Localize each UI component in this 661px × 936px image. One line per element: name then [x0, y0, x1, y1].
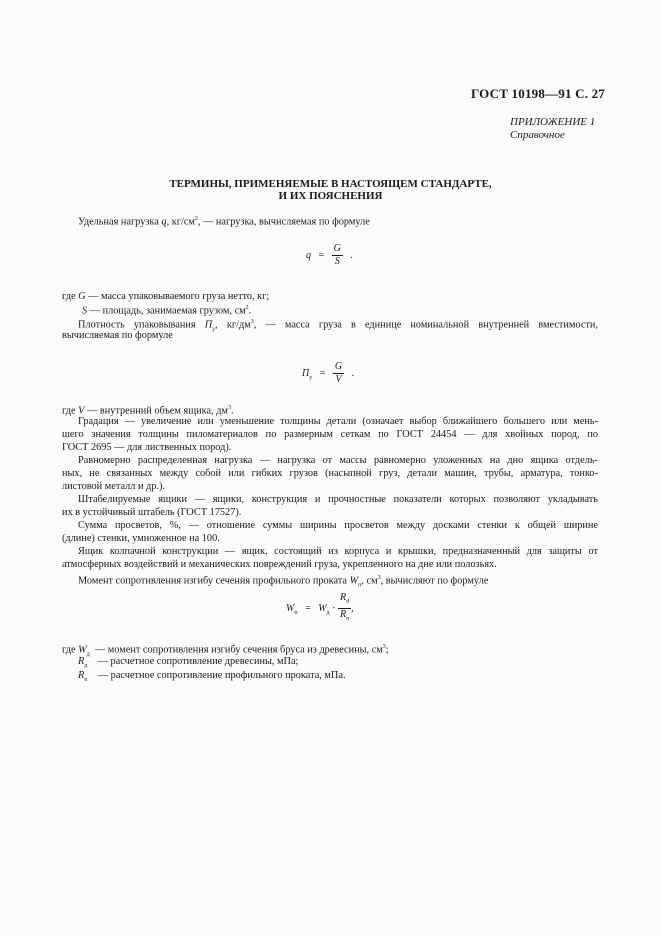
- formula-specific-load: [306, 243, 353, 268]
- superscript: 3: [377, 575, 381, 581]
- section-title-line-2: И ИХ ПОЯСНЕНИЯ: [278, 190, 383, 202]
- formula-dot: ·: [332, 602, 336, 614]
- paragraph-uniform-load-line-3: листовой металл и др.).: [62, 481, 166, 492]
- paragraph-gradation-line-3: ГОСТ 2695 — для лиственных пород).: [62, 442, 232, 453]
- paragraph-gradation-line-1: Градация — увеличение или уменьшение толщины детали (означает выбор ближайшего большего или мень-: [78, 416, 598, 427]
- formula-lhs: W: [286, 602, 295, 614]
- formula-end: ,: [351, 602, 354, 614]
- formula-equals: =: [319, 367, 326, 379]
- subscript: д: [326, 609, 330, 616]
- symbol-rp: R: [78, 670, 85, 681]
- formula-lhs: q: [306, 249, 311, 261]
- units-text: , кг/дм: [215, 319, 251, 331]
- formula-fraction: [332, 243, 343, 268]
- paragraph-uniform-load-line-2: ных, не связанных между собой или гибких грузов (насыпной груз, детали машин, трубы, арматура, тонко-: [62, 468, 598, 479]
- fraction-numerator: G: [333, 243, 341, 254]
- where-text: — площадь, занимаемая грузом, см: [89, 305, 246, 317]
- formula-end: .: [350, 249, 353, 261]
- paragraph-gradation-line-2: шего значения толщины пиломатериалов по размерным сеткам по ГОСТ 24454 — для хвойных пород, по: [62, 429, 598, 440]
- annex-label-block: [510, 116, 595, 142]
- formula-lhs: П: [302, 367, 310, 379]
- paragraph-gap-sum-line-1: Сумма просветов, %, — отношение суммы ширины просветов между досками стенки к общей ширине: [78, 520, 598, 531]
- fraction-denominator: V: [335, 374, 342, 385]
- paragraph-stackable-line-2: их в устойчивый штабель (ГОСТ 17527).: [62, 507, 242, 518]
- fraction-denominator: S: [334, 256, 340, 267]
- definition-text: , — нагрузка, вычисляемая по формуле: [197, 216, 370, 228]
- where-end: .: [248, 305, 252, 317]
- formula-end: .: [351, 367, 355, 379]
- where-text: — момент сопротивления изгибу сечения бруса из древесины, см: [94, 644, 383, 656]
- formula-packing-density: [302, 361, 354, 386]
- paragraph-specific-load: [78, 213, 370, 228]
- where-word: где: [62, 405, 76, 417]
- subscript: у: [309, 374, 313, 381]
- where-word: где: [62, 644, 76, 656]
- symbol-s: S: [82, 305, 88, 317]
- annex-label: ПРИЛОЖЕНИЕ 1: [510, 116, 596, 128]
- numerator-symbol: R: [339, 592, 347, 603]
- fraction-numerator: [338, 592, 351, 609]
- section-title-line-1: ТЕРМИНЫ, ПРИМЕНЯЕМЫЕ В НАСТОЯЩЕМ СТАНДАРТЕ,: [169, 178, 492, 190]
- subscript: п: [294, 609, 298, 616]
- paragraph-stackable-line-1: Штабелируемые ящики — ящики, конструкция и прочностные показатели которых позволяют укладывать: [78, 494, 598, 505]
- paragraph-cap-box-line-1: Ящик колпачной конструкции — ящик, состоящий из корпуса и крышки, предназначенный для защиты от: [78, 546, 598, 557]
- superscript: 3: [227, 405, 231, 411]
- where-end: ;: [385, 644, 389, 656]
- where-text: — расчетное сопротивление древесины, мПа;: [97, 656, 299, 667]
- term-text: Плотность упаковывания: [78, 319, 196, 331]
- where-text: — масса упаковываемого груза нетто, кг;: [88, 291, 270, 302]
- subscript: п: [84, 677, 88, 684]
- where-text: — расчетное сопротивление профильного проката, мПа.: [97, 670, 346, 681]
- formula-equals: =: [318, 249, 325, 261]
- denominator-symbol: R: [339, 609, 347, 620]
- symbol-w: W: [349, 575, 359, 587]
- page-header: ГОСТ 10198—91 С. 27: [471, 86, 605, 101]
- superscript: 3: [250, 319, 254, 325]
- formula-fraction: [333, 361, 344, 386]
- annex-note: Справочное: [510, 129, 565, 141]
- symbol-rd: R: [78, 656, 85, 667]
- term-text: Удельная нагрузка: [78, 216, 159, 228]
- term-text: Момент сопротивления изгибу сечения профильного проката: [78, 575, 347, 587]
- formula-w: W: [318, 602, 327, 614]
- definition-text: , вычисляют по формуле: [380, 575, 489, 587]
- definition-text: , — масса груза в единице номинальной внутренней вместимости,: [253, 319, 598, 331]
- subscript: д: [84, 663, 88, 670]
- symbol-p: П: [204, 319, 213, 331]
- symbol-v: V: [78, 405, 85, 417]
- symbol-g: G: [78, 291, 86, 302]
- paragraph-gap-sum-line-2: (длине) стенки, умноженное на 100.: [62, 533, 220, 544]
- paragraph-moment-of-resistance: [78, 572, 488, 592]
- where-text: — внутренний объем ящика, дм: [86, 405, 228, 417]
- subscript: у: [212, 326, 216, 333]
- formula-fraction: [338, 592, 351, 625]
- subscript: п: [358, 582, 362, 589]
- paragraph-uniform-load-line-1: Равномерно распределенная нагрузка — нагрузка от массы равномерно уложенных на дно ящика отдель-: [78, 455, 598, 466]
- subscript: п: [346, 616, 350, 622]
- section-title: [0, 178, 661, 202]
- subscript: д: [346, 599, 350, 605]
- superscript: 3: [382, 644, 386, 650]
- where-end: .: [230, 405, 234, 417]
- symbol-q: q,: [161, 216, 170, 228]
- superscript: 2: [194, 216, 198, 222]
- formula-moment-of-resistance: [286, 592, 354, 625]
- where-word: где: [62, 291, 76, 302]
- fraction-denominator: [338, 609, 351, 625]
- units-text: , см: [361, 575, 378, 587]
- paragraph-packing-density-line-2: вычисляемая по формуле: [62, 330, 173, 341]
- symbol-wd: W: [78, 644, 87, 656]
- superscript: 2: [245, 305, 249, 311]
- formula-equals: =: [305, 602, 311, 614]
- fraction-numerator: G: [334, 361, 343, 372]
- where-line-rp: [78, 669, 346, 687]
- paragraph-cap-box-line-2: атмосферных воздействий и механических повреждений груза, укрепленного на дне или полозьях.: [62, 559, 497, 570]
- subscript: д: [86, 651, 90, 658]
- units-text: кг/см: [169, 216, 195, 228]
